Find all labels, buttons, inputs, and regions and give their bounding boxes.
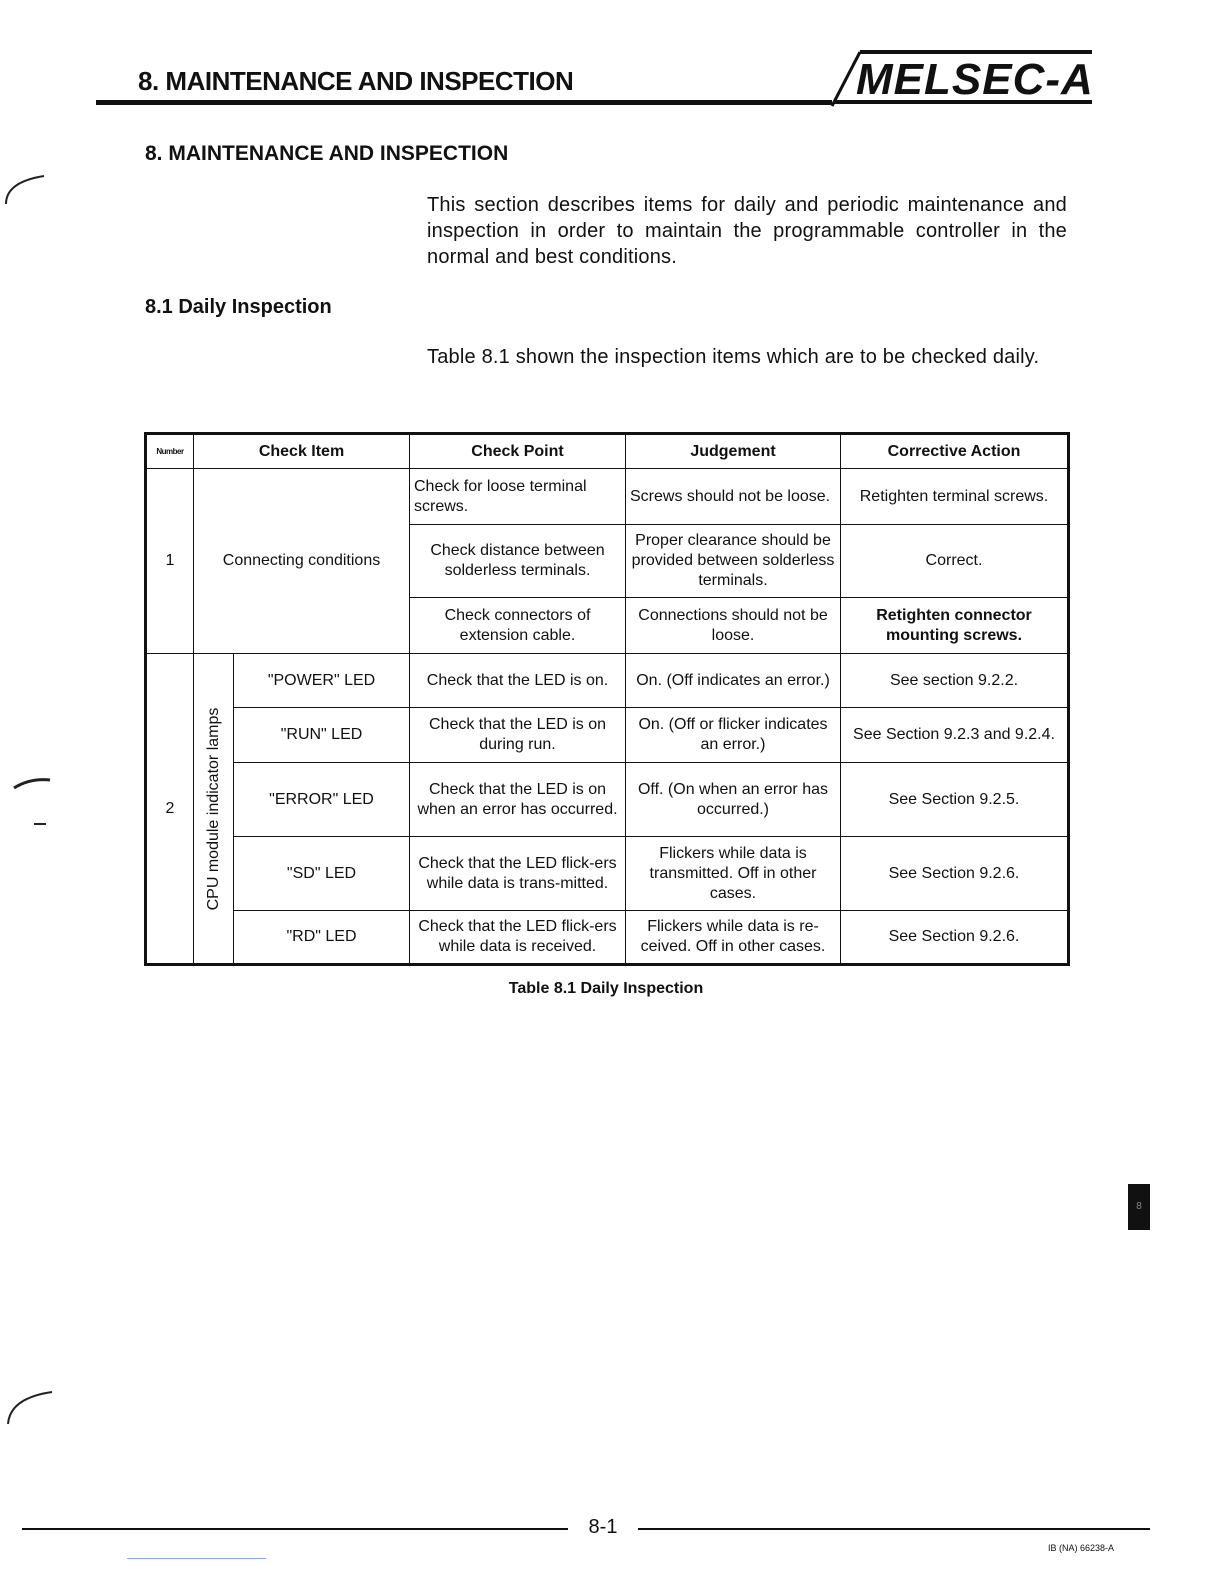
scan-artifact-line [127, 1558, 266, 1559]
check-item-cell: "RUN" LED [234, 708, 410, 763]
check-point-cell: Check distance between solderless terminals. [410, 525, 626, 598]
table-row [146, 911, 1069, 965]
check-point-cell: Check connectors of extension cable. [410, 598, 626, 654]
table-header-row [146, 434, 1069, 469]
category-label: CPU module indicator lamps [204, 707, 222, 910]
check-item-cell: Connecting conditions [194, 469, 410, 654]
daily-inspection-paragraph: Table 8.1 shown the inspection items which are to be checked daily. [427, 346, 1040, 368]
page-number: 8-1 [588, 1516, 618, 1538]
check-item-cell: "SD" LED [234, 837, 410, 911]
melsec-logo [808, 48, 1108, 110]
header-check-point: Check Point [410, 434, 626, 469]
chapter-tab-marker: 8 [1128, 1184, 1150, 1230]
action-cell: See Section 9.2.3 and 9.2.4. [841, 708, 1069, 763]
check-item-cell: "ERROR" LED [234, 763, 410, 837]
group-number: 2 [146, 654, 194, 965]
judgement-cell: Connections should not be loose. [626, 598, 841, 654]
header-rule [96, 100, 832, 105]
daily-inspection-table [144, 432, 1070, 966]
group-number: 1 [146, 469, 194, 654]
check-point-cell: Check that the LED is on when an error has occurred. [410, 763, 626, 837]
judgement-cell: Proper clearance should be provided between solderless terminals. [626, 525, 841, 598]
action-cell: Retighten connector mounting screws. [841, 598, 1069, 654]
table-row [146, 654, 1069, 708]
footer-rule-left [22, 1528, 568, 1530]
document-id: IB (NA) 66238-A [1048, 1543, 1115, 1553]
subsection-title: 8.1 Daily Inspection [145, 296, 332, 318]
table-row [146, 708, 1069, 763]
action-cell: See Section 9.2.6. [841, 911, 1069, 965]
table-row [146, 469, 1069, 525]
check-item-cell: "POWER" LED [234, 654, 410, 708]
page-header-title: 8. MAINTENANCE AND INSPECTION [138, 66, 574, 96]
check-point-cell: Check that the LED flick-ers while data is received. [410, 911, 626, 965]
check-point-cell: Check that the LED is on. [410, 654, 626, 708]
judgement-cell: On. (Off or flicker indicates an error.) [626, 708, 841, 763]
binding-mark-icon [10, 770, 60, 830]
table-row [146, 763, 1069, 837]
table-caption: Table 8.1 Daily Inspection [508, 980, 704, 997]
judgement-cell: Off. (On when an error has occurred.) [626, 763, 841, 837]
intro-paragraph: This section describes items for daily and periodic maintenance and inspection in order to maintain the programmable controller in the normal and best conditions. [427, 194, 1067, 268]
footer-rule-right [638, 1528, 1150, 1530]
action-cell: See Section 9.2.5. [841, 763, 1069, 837]
binding-mark-icon [0, 160, 50, 220]
judgement-cell: Flickers while data is transmitted. Off in other cases. [626, 837, 841, 911]
header-judgement: Judgement [626, 434, 841, 469]
binding-mark-icon [0, 1380, 60, 1440]
check-point-cell: Check that the LED is on during run. [410, 708, 626, 763]
action-cell: Correct. [841, 525, 1069, 598]
header-check-item: Check Item [194, 434, 410, 469]
header-number: Number [146, 434, 194, 469]
section-title: 8. MAINTENANCE AND INSPECTION [145, 142, 509, 165]
header-corrective-action: Corrective Action [841, 434, 1069, 469]
table-row [146, 837, 1069, 911]
judgement-cell: Screws should not be loose. [626, 469, 841, 525]
judgement-cell: Flickers while data is re-ceived. Off in other cases. [626, 911, 841, 965]
check-point-cell: Check that the LED flick-ers while data is trans-mitted. [410, 837, 626, 911]
judgement-cell: On. (Off indicates an error.) [626, 654, 841, 708]
category-cell [194, 654, 234, 965]
action-cell: See section 9.2.2. [841, 654, 1069, 708]
check-point-cell: Check for loose terminal screws. [410, 469, 626, 525]
action-cell: Retighten terminal screws. [841, 469, 1069, 525]
action-cell: See Section 9.2.6. [841, 837, 1069, 911]
logo-text: MELSEC-A [856, 55, 1094, 104]
check-item-cell: "RD" LED [234, 911, 410, 965]
